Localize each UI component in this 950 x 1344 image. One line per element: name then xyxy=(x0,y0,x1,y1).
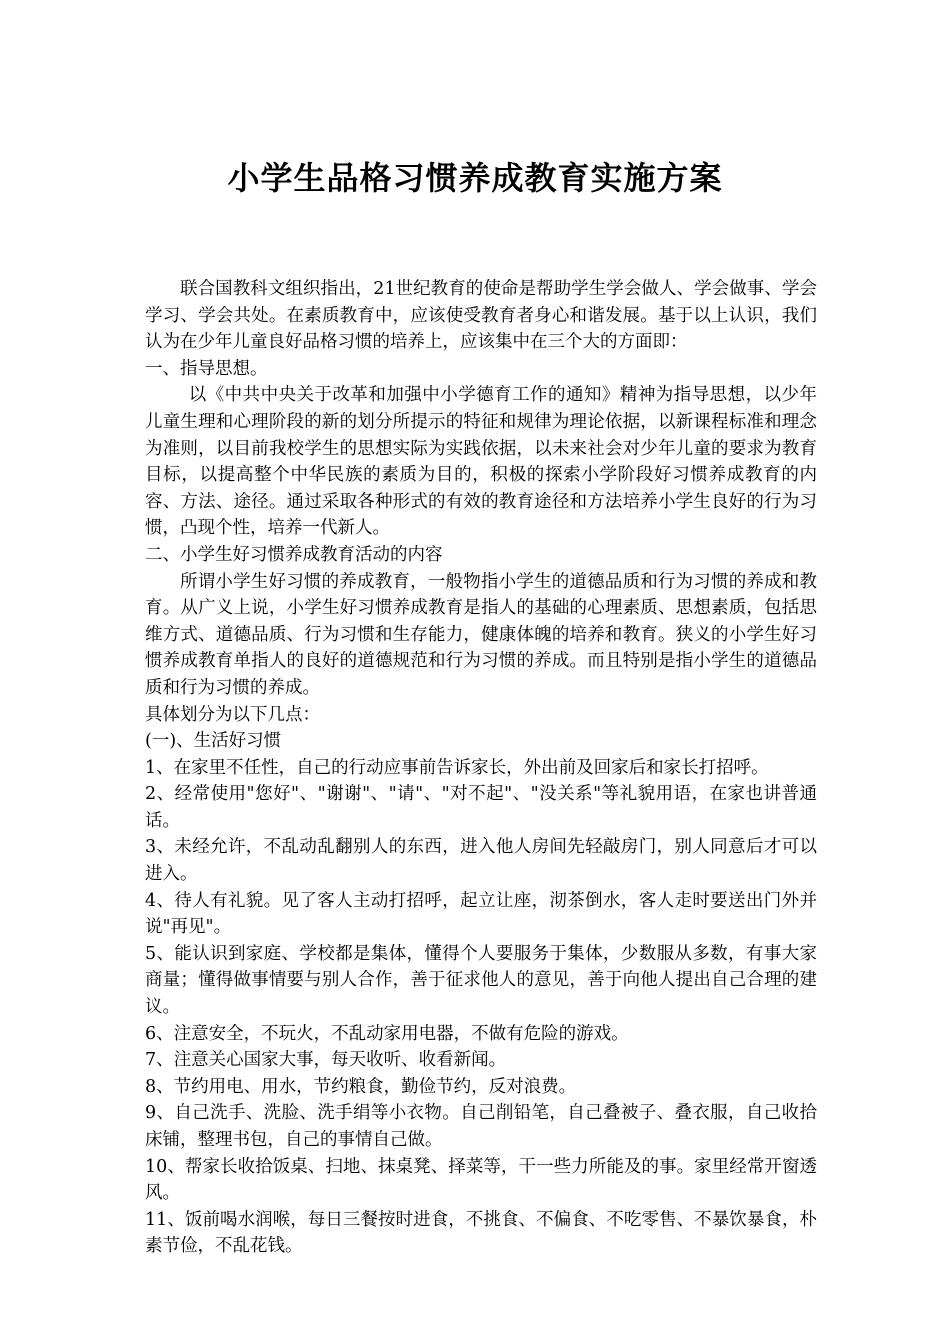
section-heading-activity-content: 二、小学生好习惯养成教育活动的内容 xyxy=(145,544,443,565)
list-item: 8、节约用电、用水，节约粮食，勤俭节约，反对浪费。 xyxy=(145,1076,577,1097)
list-item: 5、能认识到家庭、学校都是集体，懂得个人要服务于集体，少数服从多数，有事大家商量；懂得做事情要与别人合作，善于征求他人的意见，善于向他人提出自己合理的建议。 xyxy=(145,943,817,1018)
activity-content-paragraph: 所谓小学生好习惯的养成教育，一般物指小学生的道德品质和行为习惯的养成和教育。从广义上说，小学生好习惯养成教育是指人的基础的心理素质、思想素质，包括思维方式、道德品质、行为习惯和生存能力，健康体魄的培养和教育。狭义的小学生好习惯养成教育单指人的良好的道德规范和行为习惯的养成。而且特别是指小学生的道德品质和行为习惯的养成。 xyxy=(145,571,817,698)
list-item: 11、饭前喝水润喉，每日三餐按时进食，不挑食、不偏食、不吃零售、不暴饮暴食，朴素节俭，不乱花钱。 xyxy=(145,1209,817,1257)
document-body xyxy=(145,276,817,1260)
list-item: 10、帮家长收拾饭桌、扫地、抹桌凳、择菜等，干一些力所能及的事。家里经常开窗透风。 xyxy=(145,1156,817,1204)
list-item: 7、注意关心国家大事，每天收听、收看新闻。 xyxy=(145,1050,507,1071)
list-item: 4、待人有礼貌。见了客人主动打招呼，起立让座，沏茶倒水，客人走时要送出门外并说"再见"。 xyxy=(145,890,817,938)
division-intro: 具体划分为以下几点： xyxy=(145,704,320,725)
document-title: 小学生品格习惯养成教育实施方案 xyxy=(227,159,723,197)
list-item: 3、未经允许，不乱动乱翻别人的东西，进入他人房间先轻敲房门，别人同意后才可以进入。 xyxy=(145,837,817,885)
subsection-heading-life-habits: (一)、生活好习惯 xyxy=(145,731,282,752)
list-item: 6、注意安全，不玩火，不乱动家用电器，不做有危险的游戏。 xyxy=(145,1023,629,1044)
list-item: 2、经常使用"您好"、"谢谢"、"请"、"对不起"、"没关系"等礼貌用语，在家也讲普通话。 xyxy=(145,784,817,831)
list-item: 9、自己洗手、洗脸、洗手绢等小衣物。自己削铅笔，自己叠被子、叠衣服，自己收拾床铺，整理书包，自己的事情自己做。 xyxy=(145,1103,817,1150)
intro-paragraph: 联合国教科文组织指出，21世纪教育的使命是帮助学生学会做人、学会做事、学会学习、学会共处。在素质教育中，应该使受教育者身心和谐发展。基于以上认识，我们认为在少年儿童良好品格习惯的培养上，应该集中在三个大的方面即： xyxy=(145,279,817,353)
section-heading-guiding-ideology: 一、指导思想。 xyxy=(145,358,268,379)
list-item: 1、在家里不任性，自己的行动应事前告诉家长，外出前及回家后和家长打招呼。 xyxy=(145,757,769,778)
guiding-ideology-paragraph: 以《中共中央关于改革和加强中小学德育工作的通知》精神为指导思想，以少年儿童生理和心理阶段的新的划分所提示的特征和规律为理论依据，以新课程标准和理念为准则，以目前我校学生的思想实际为实践依据，以未来社会对少年儿童的要求为教育目标，以提高整个中华民族的素质为目的，积极的探索小学阶段好习惯养成教育的内容、方法、途径。通过采取各种形式的有效的教育途径和方法培养小学生良好的行为习惯，凸现个性，培养一代新人。 xyxy=(145,385,817,539)
